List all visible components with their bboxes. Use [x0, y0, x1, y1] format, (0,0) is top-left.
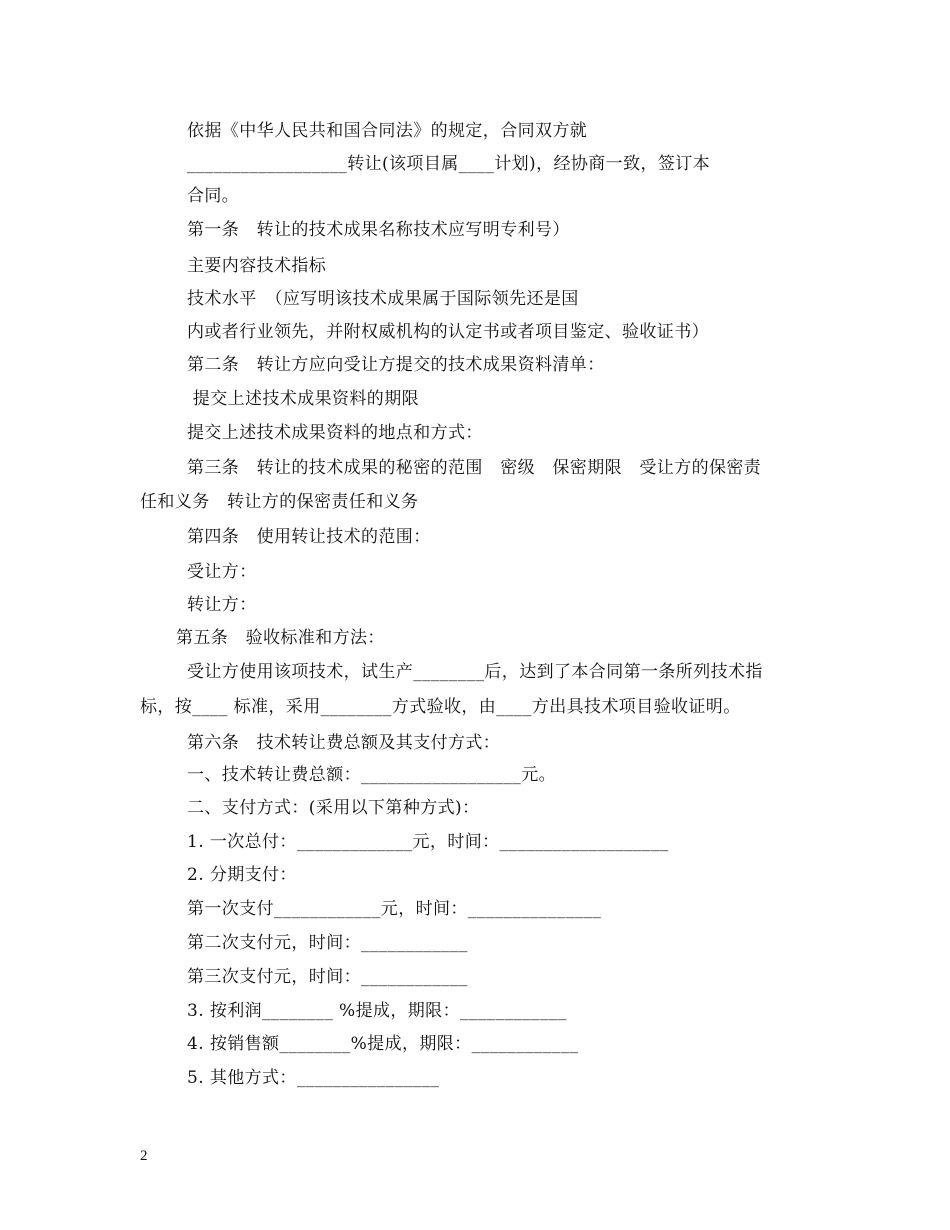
text-line: 转让方： [187, 595, 257, 615]
text-line: 1. 一次总付：_____________元，时间：___________________ [187, 832, 669, 852]
text-line: 第三条 转让的技术成果的秘密的范围 密级 保密期限 受让方的保密责 [187, 458, 762, 478]
text-line: 标，按____ 标准，采用________方式验收，由____方出具技术项目验收证明。 [140, 697, 741, 717]
text-line: 技术水平 （应写明该技术成果属于国际领先还是国 [187, 289, 579, 309]
text-line: 提交上述技术成果资料的期限 [187, 389, 420, 409]
text-line: 第五条 验收标准和方法： [176, 628, 385, 648]
text-line: 受让方： [187, 562, 257, 582]
text-line: 2. 分期支付： [187, 865, 297, 885]
text-line: 第六条 技术转让费总额及其支付方式： [187, 733, 501, 753]
text-line: 依据《中华人民共和国合同法》的规定，合同双方就 [187, 121, 588, 141]
text-line: 第二次支付元，时间：____________ [187, 933, 468, 953]
text-line: __________________转让(该项目属____计划)，经协商一致，签订本 [187, 154, 711, 174]
text-line: 内或者行业领先，并附权威机构的认定书或者项目鉴定、验收证书） [187, 322, 709, 342]
text-line: 任和义务 转让方的保密责任和义务 [140, 492, 419, 512]
text-line: 第一条 转让的技术成果名称技术应写明专利号） [187, 220, 570, 240]
text-line: 4. 按销售额________%提成，期限：____________ [187, 1034, 579, 1054]
text-line: 5. 其他方式：________________ [187, 1068, 440, 1088]
text-line: 第一次支付____________元，时间：_______________ [187, 899, 602, 919]
text-line: 合同。 [187, 186, 240, 206]
text-line: 第二条 转让方应向受让方提交的技术成果资料清单： [187, 355, 605, 375]
text-line: 二、支付方式：(采用以下第种方式)： [187, 798, 480, 818]
page-number: 2 [140, 1148, 148, 1164]
text-line: 3. 按利润________ %提成，期限：____________ [187, 1001, 567, 1021]
text-line: 受让方使用该项技术，试生产________后，达到了本合同第一条所列技术指 [187, 662, 763, 682]
text-line: 一、技术转让费总额：__________________元。 [187, 765, 556, 785]
text-line: 主要内容技术指标 [187, 256, 327, 276]
text-line: 第三次支付元，时间：____________ [187, 967, 468, 987]
text-line: 第四条 使用转让技术的范围： [187, 527, 431, 547]
text-line: 提交上述技术成果资料的地点和方式： [187, 423, 483, 443]
